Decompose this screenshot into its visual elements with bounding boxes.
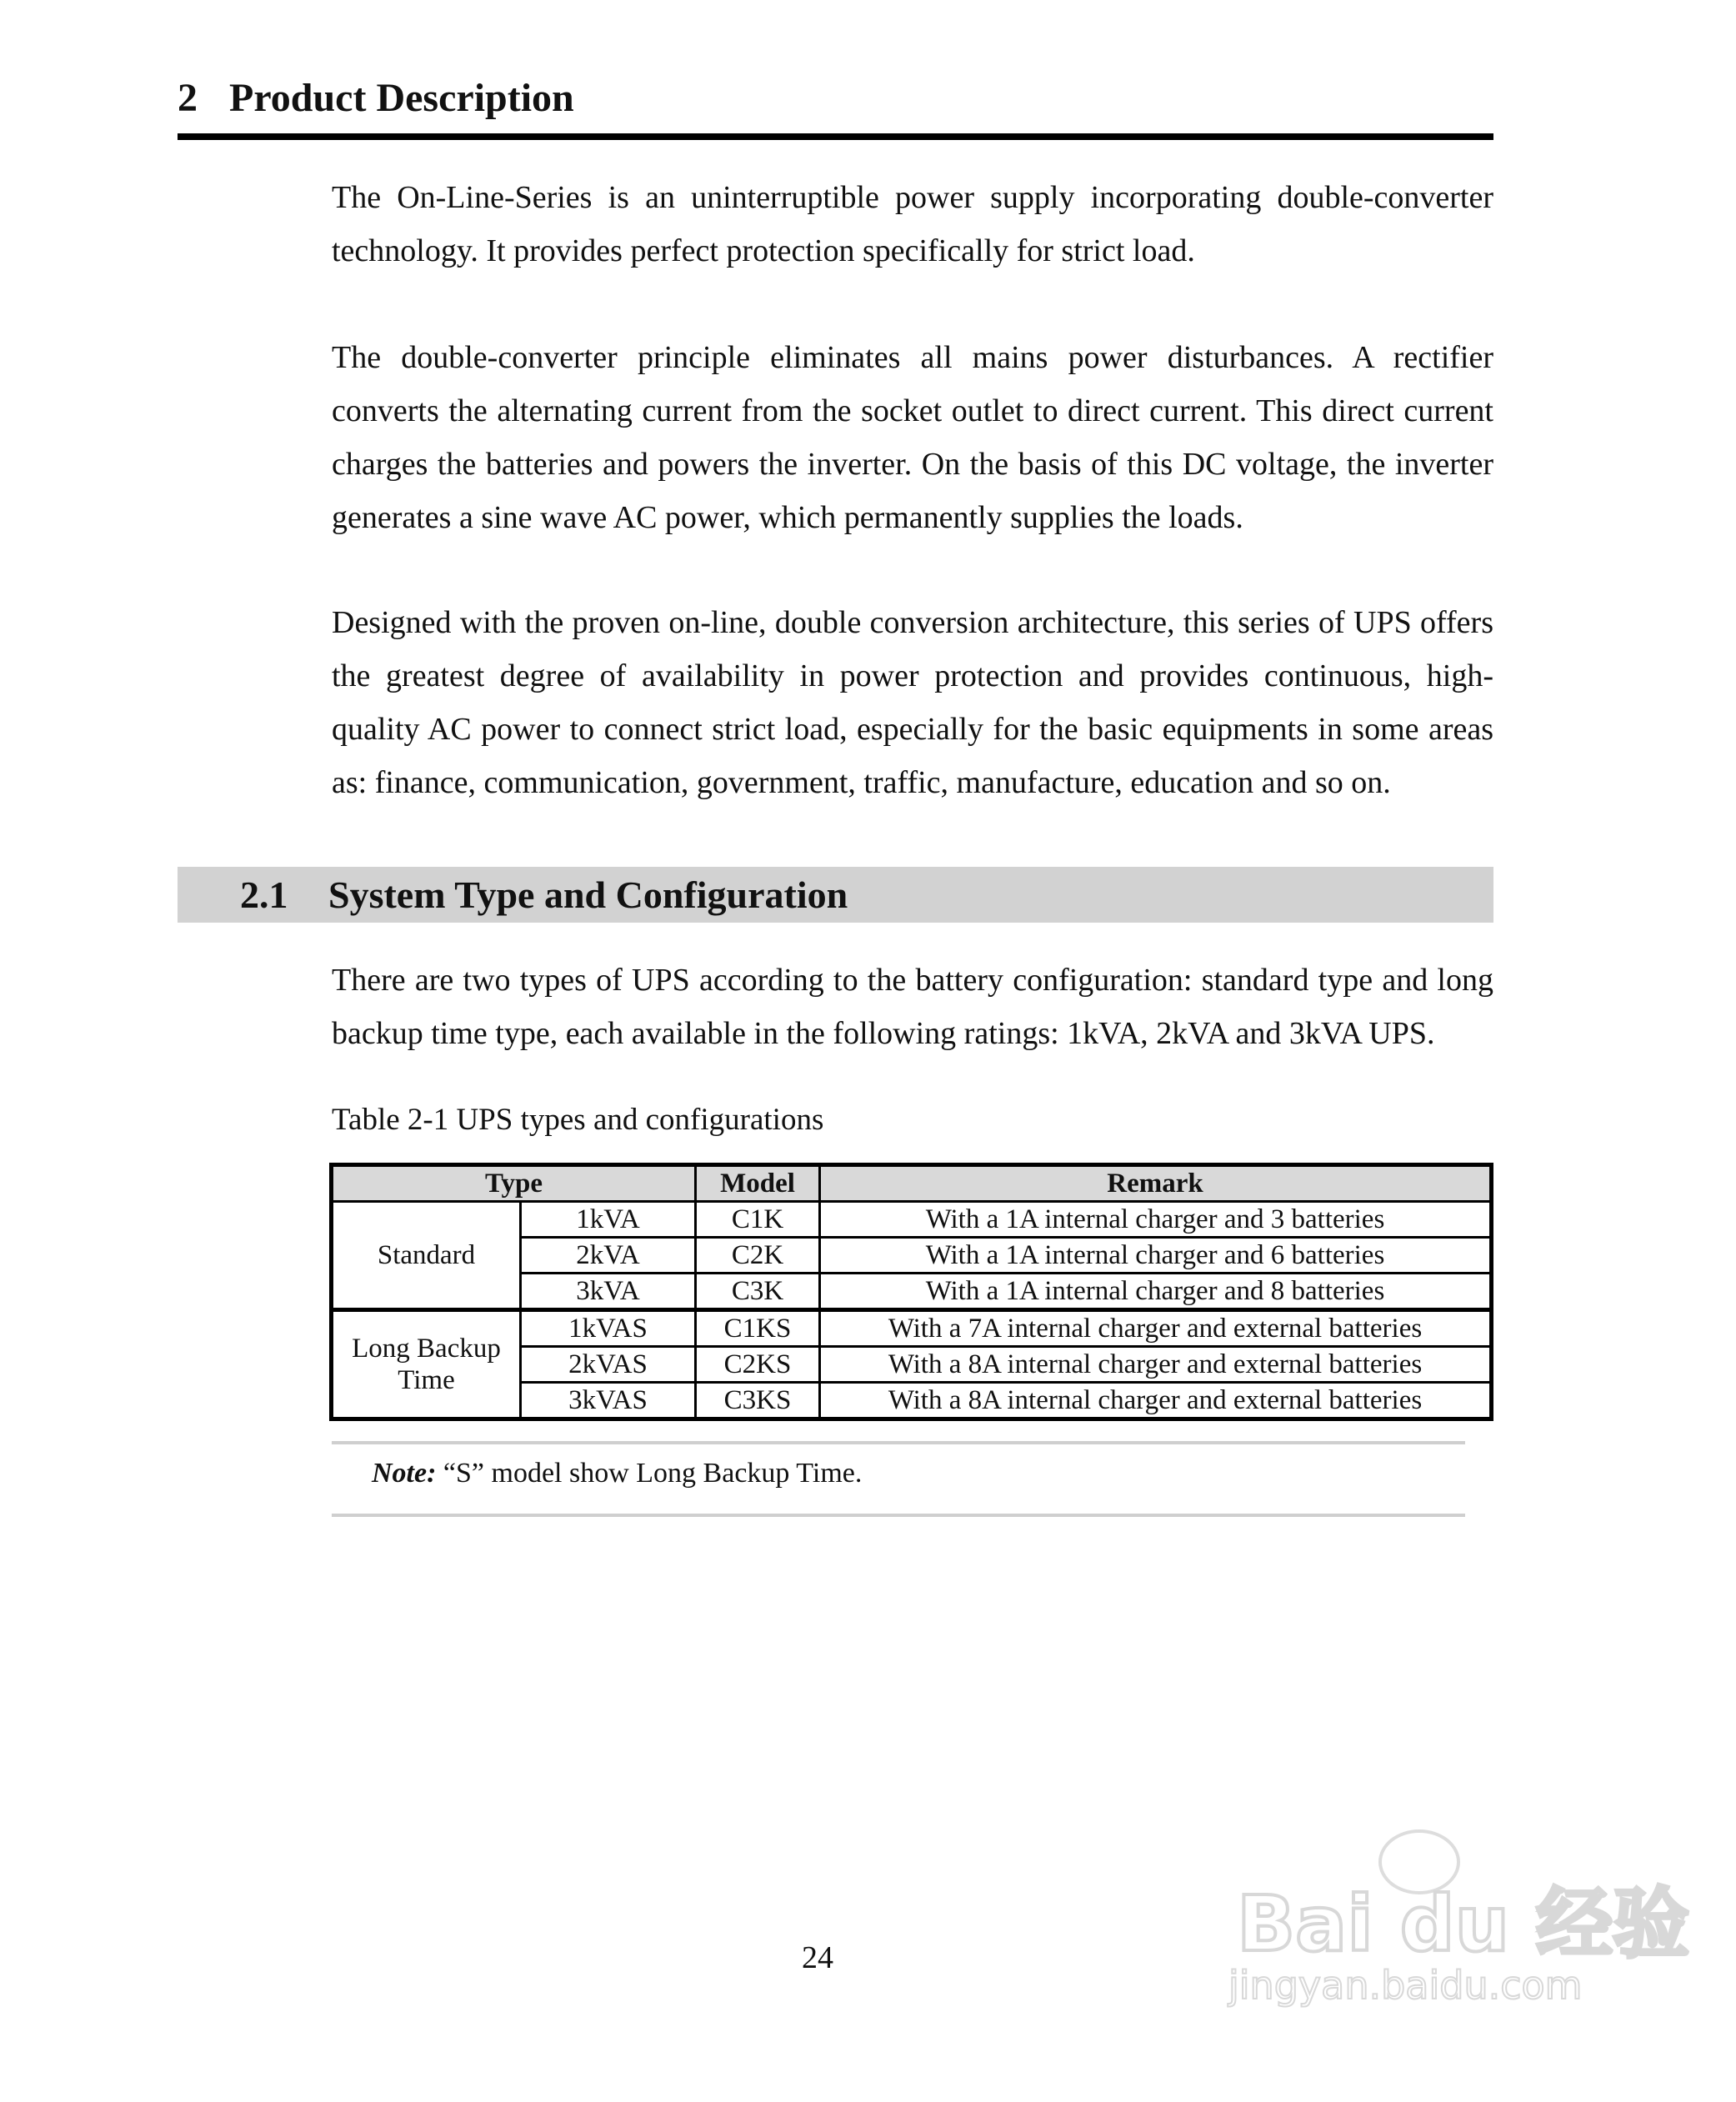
rating-cell: 1kVA [521,1202,696,1238]
group-standard: Standard [332,1202,521,1310]
section-number: 2.1 [240,873,288,916]
chapter-number: 2 [178,76,198,120]
group-long-backup: Long Backup Time [332,1310,521,1419]
rating-cell: 2kVA [521,1238,696,1274]
remark-cell: With a 8A internal charger and external batteries [820,1383,1492,1419]
model-cell: C2K [696,1238,820,1274]
header-type: Type [332,1165,696,1202]
note-bottom-rule [332,1514,1465,1517]
remark-cell: With a 1A internal charger and 6 batteries [820,1238,1492,1274]
section-intro: There are two types of UPS according to the battery configuration: standard type and long backup time type, each available in the following ratings: 1kVA, 2kVA and 3kVA UPS. [332,963,1493,1051]
note [372,1455,862,1492]
page-number: 24 [802,1940,833,1975]
note-label: Note: [372,1458,437,1489]
chapter-heading [178,73,574,123]
model-cell: C3KS [696,1383,820,1419]
table-caption: Table 2-1 UPS types and configurations [332,1103,824,1137]
table-row [332,1202,1492,1238]
remark-cell: With a 1A internal charger and 3 batteries [820,1202,1492,1238]
table-row [332,1310,1492,1347]
chapter-title: Product Description [229,76,574,120]
paragraph-1: The On-Line-Series is an uninterruptible power supply incorporating double-converter technology. It provides perfect protection specifically for strict load. [332,180,1493,268]
rating-cell: 1kVAS [521,1310,696,1347]
baidu-watermark [1220,1829,1690,2021]
paragraph-2: The double-converter principle eliminates all mains power disturbances. A rectifier converts the alternating current from the socket outlet to direct current. This direct current charges the batteries and powers the inverter. On the basis of this DC voltage, the inverter generates a sine wave AC power, which permanently supplies the loads. [332,340,1493,535]
table-header-row [332,1165,1492,1202]
heading-rule [178,133,1493,140]
rating-cell: 2kVAS [521,1347,696,1383]
note-top-rule [332,1441,1465,1444]
watermark-logo: Bai du 经验 [1237,1879,1690,1969]
model-cell: C1K [696,1202,820,1238]
rating-cell: 3kVA [521,1274,696,1310]
rating-cell: 3kVAS [521,1383,696,1419]
watermark-url: jingyan.baidu.com [1228,1963,1583,2008]
paragraph-3: Designed with the proven on-line, double conversion architecture, this series of UPS offers the greatest degree of availability in power protection and provides continuous, high-quality AC power to connect strict load, especially for the basic equipments in some areas as: finance, communication, government, traffic, manufacture, education and so on. [332,605,1493,800]
remark-cell: With a 1A internal charger and 8 batteries [820,1274,1492,1310]
model-cell: C1KS [696,1310,820,1347]
note-text: “S” model show Long Backup Time. [436,1458,863,1489]
section-heading-bar [178,867,1493,923]
model-cell: C3K [696,1274,820,1310]
header-model: Model [696,1165,820,1202]
header-remark: Remark [820,1165,1492,1202]
remark-cell: With a 7A internal charger and external batteries [820,1310,1492,1347]
ups-config-table [329,1163,1493,1421]
section-title: System Type and Configuration [328,873,848,916]
model-cell: C2KS [696,1347,820,1383]
remark-cell: With a 8A internal charger and external batteries [820,1347,1492,1383]
